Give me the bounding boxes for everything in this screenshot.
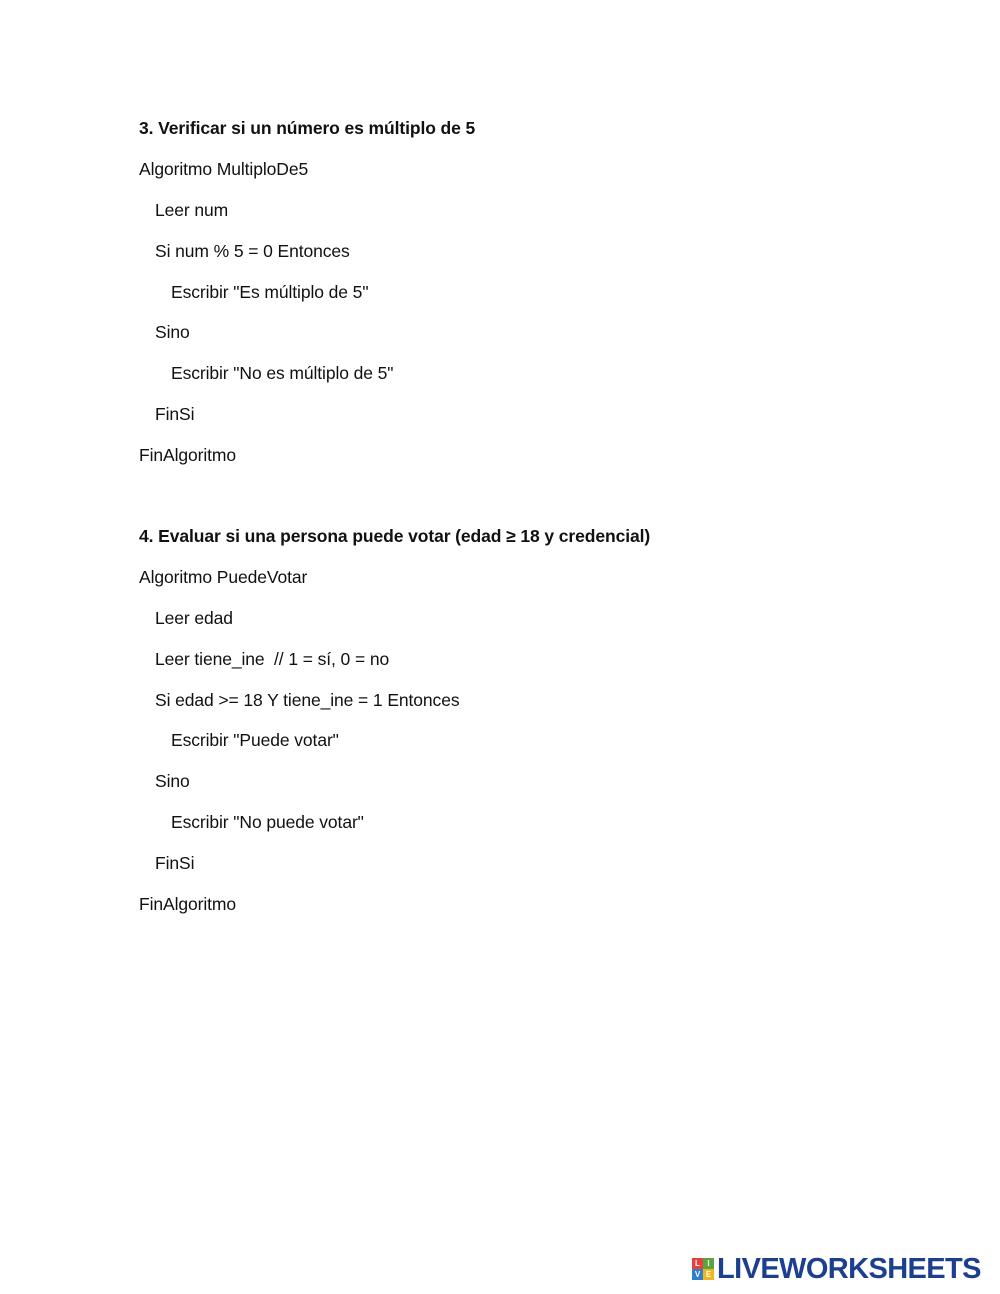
- algorithm-line: Leer num: [155, 200, 229, 220]
- algorithm-line: Leer edad: [155, 608, 233, 628]
- logo-mark-cell: I: [703, 1258, 714, 1269]
- algorithm-line: Escribir "Puede votar": [171, 730, 339, 750]
- section-4-heading: 4. Evaluar si una persona puede votar (edad ≥ 18 y credencial): [139, 526, 651, 546]
- algorithm-line: Algoritmo MultiploDe5: [139, 159, 309, 179]
- algorithm-line: FinAlgoritmo: [139, 445, 237, 465]
- algorithm-line: Escribir "No puede votar": [171, 812, 364, 832]
- algorithm-line: Escribir "Es múltiplo de 5": [171, 282, 369, 302]
- logo-mark-cell: L: [692, 1258, 703, 1269]
- algorithm-line: FinSi: [155, 404, 195, 424]
- algorithm-line: Algoritmo PuedeVotar: [139, 567, 308, 587]
- logo-mark-cell: V: [692, 1269, 703, 1280]
- algorithm-line: Leer tiene_ine // 1 = sí, 0 = no: [155, 649, 390, 669]
- algorithm-line: FinSi: [155, 853, 195, 873]
- algorithm-line: Sino: [155, 771, 190, 791]
- algorithm-line: Escribir "No es múltiplo de 5": [171, 363, 394, 383]
- algorithm-line: FinAlgoritmo: [139, 894, 237, 914]
- liveworksheets-logo-icon: [692, 1258, 714, 1280]
- liveworksheets-logo: [692, 1253, 981, 1285]
- algorithm-line: Sino: [155, 322, 190, 342]
- liveworksheets-logo-text: LIVEWORKSHEETS: [717, 1253, 981, 1285]
- algorithm-line: Si edad >= 18 Y tiene_ine = 1 Entonces: [155, 690, 460, 710]
- section-3-heading: 3. Verificar si un número es múltiplo de 5: [139, 118, 476, 138]
- logo-mark-cell: E: [703, 1269, 714, 1280]
- algorithm-line: Si num % 5 = 0 Entonces: [155, 241, 350, 261]
